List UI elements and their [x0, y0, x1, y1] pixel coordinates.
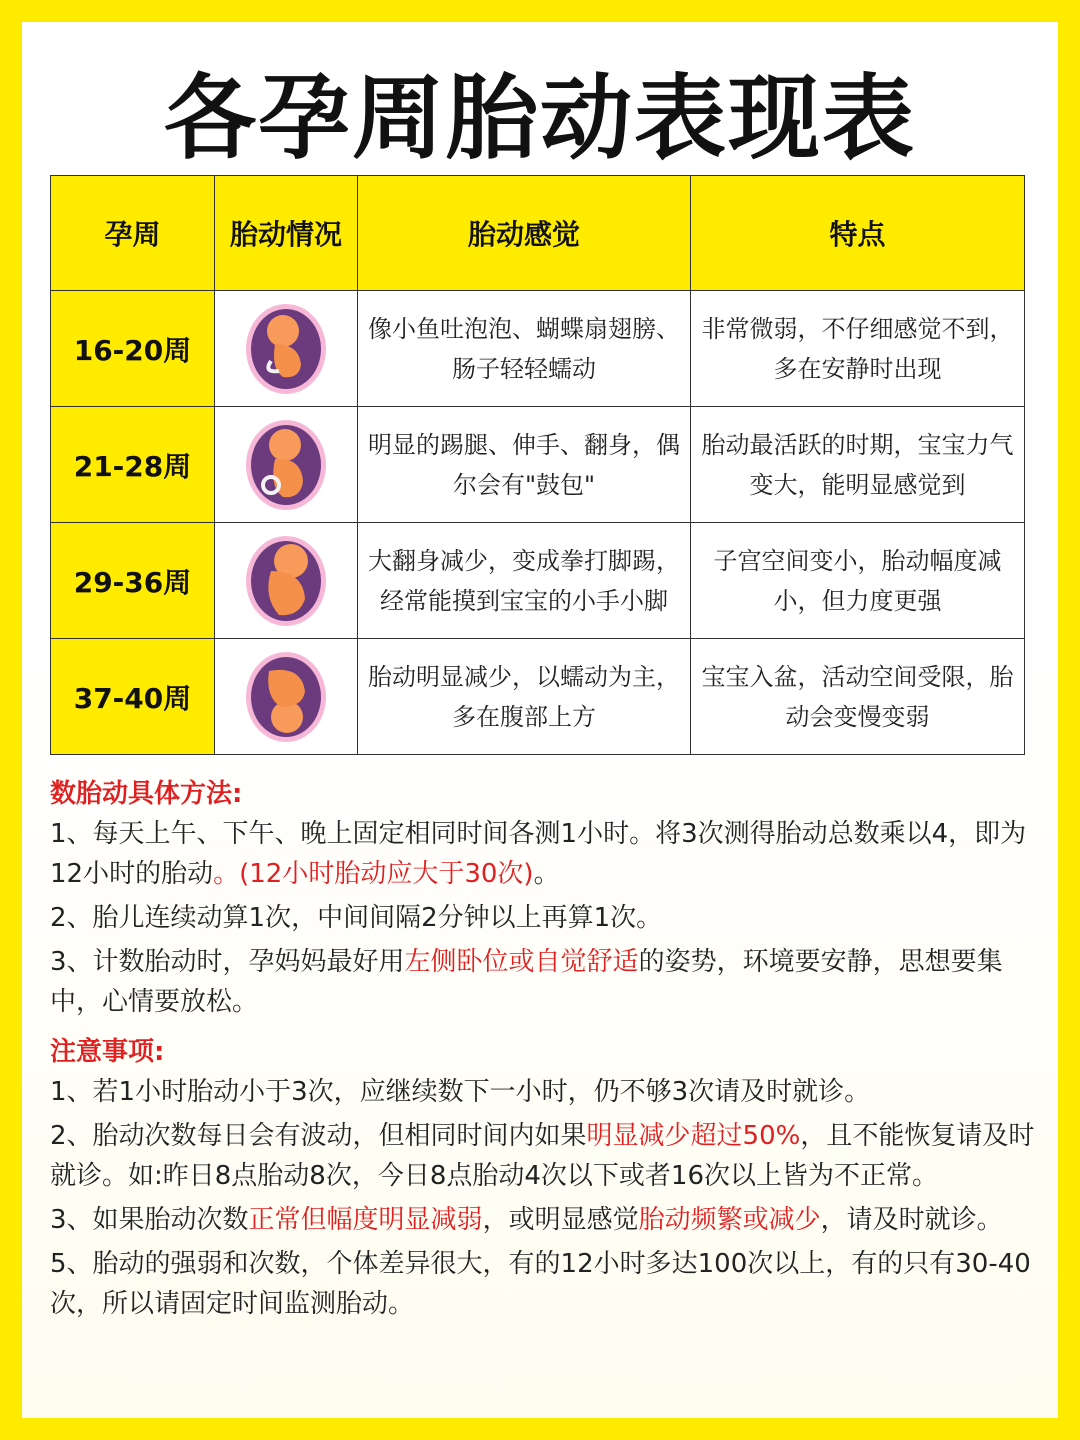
- method-item-3-text: 3、计数胎动时，孕妈妈最好用: [50, 947, 405, 977]
- page-title: 各孕周胎动表现表: [163, 65, 916, 172]
- row-week: 16-20周: [51, 291, 215, 407]
- method-item-2: 2、胎儿连续动算1次，中间间隔2分钟以上再算1次。: [50, 903, 663, 933]
- table-row: [51, 291, 1025, 407]
- row-feeling: 胎动明显减少，以蠕动为主，多在腹部上方: [358, 639, 691, 755]
- notes-item-2-highlight: 明显减少超过50%: [586, 1121, 801, 1151]
- fetal-movement-table: [50, 175, 1025, 755]
- notes-item-3-end: ，请及时就诊。: [820, 1205, 1003, 1235]
- fetus-cell: [215, 523, 358, 639]
- fetus-21-28-icon: [241, 415, 331, 515]
- method-item-1-highlight: 。(12小时胎动应大于30次): [213, 859, 534, 889]
- row-feature: 非常微弱，不仔细感觉不到，多在安静时出现: [691, 291, 1025, 407]
- method-heading: 数胎动具体方法:: [50, 779, 243, 809]
- row-feature: 宝宝入盆，活动空间受限，胎动会变慢变弱: [691, 639, 1025, 755]
- table-header-row: [51, 176, 1025, 291]
- row-feature: 胎动最活跃的时期，宝宝力气变大，能明显感觉到: [691, 407, 1025, 523]
- notes-item-1: 1、若1小时胎动小于3次，应继续数下一小时，仍不够3次请及时就诊。: [50, 1077, 871, 1107]
- header-movement: 胎动情况: [215, 176, 358, 291]
- header-week: 孕周: [51, 176, 215, 291]
- fetus-cell: [215, 639, 358, 755]
- method-item-1-end: 。: [533, 859, 560, 889]
- fetus-29-36-icon: [241, 531, 331, 631]
- table-row: [51, 639, 1025, 755]
- row-feeling: 像小鱼吐泡泡、蝴蝶扇翅膀、肠子轻轻蠕动: [358, 291, 691, 407]
- row-week: 21-28周: [51, 407, 215, 523]
- fetus-cell: [215, 291, 358, 407]
- row-week: 29-36周: [51, 523, 215, 639]
- fetus-16-20-icon: [241, 299, 331, 399]
- notes-section: [50, 1032, 1040, 1328]
- fetus-37-40-icon: [241, 647, 331, 747]
- notes-item-3-highlight-2: 胎动频繁或减少: [638, 1205, 821, 1235]
- fetus-cell: [215, 407, 358, 523]
- method-item-3-highlight: 左侧卧位或自觉舒适: [404, 947, 639, 977]
- notes-item-5: 5、胎动的强弱和次数，个体差异很大，有的12小时多达100次以上，有的只有30-40次，所以请固定时间监测胎动。: [50, 1249, 1031, 1319]
- content-card: [22, 22, 1058, 1418]
- row-week: 37-40周: [51, 639, 215, 755]
- row-feature: 子宫空间变小，胎动幅度减小，但力度更强: [691, 523, 1025, 639]
- method-item-3: [50, 942, 1040, 1022]
- method-item-1: [50, 814, 1040, 894]
- row-feeling: 明显的踢腿、伸手、翻身，偶尔会有"鼓包": [358, 407, 691, 523]
- header-feature: 特点: [691, 176, 1025, 291]
- method-item-3-end: 的姿势，环境要安静，思想要集中，心情要放松。: [50, 947, 1003, 1017]
- notes-item-2-end: ，且不能恢复请及时就诊。如:昨日8点胎动8次，今日8点胎动4次以下或者16次以上皆为不正常。: [50, 1121, 1035, 1191]
- notes-item-3-highlight-1: 正常但幅度明显减弱: [248, 1205, 483, 1235]
- row-feeling: 大翻身减少，变成拳打脚踢，经常能摸到宝宝的小手小脚: [358, 523, 691, 639]
- method-item-1-text: 1、每天上午、下午、晚上固定相同时间各测1小时。将3次测得胎动总数乘以4，即为12小时的胎动: [50, 819, 1027, 889]
- notes-item-3: [50, 1200, 1040, 1240]
- notes-item-2: [50, 1116, 1040, 1196]
- notes-item-2-text: 2、胎动次数每日会有波动，但相同时间内如果: [50, 1121, 587, 1151]
- notes-heading: 注意事项:: [50, 1037, 165, 1067]
- method-section: [50, 774, 1040, 1026]
- header-feeling: 胎动感觉: [358, 176, 691, 291]
- notes-item-3-middle: ，或明显感觉: [482, 1205, 639, 1235]
- table-row: [51, 407, 1025, 523]
- notes-item-3-text: 3、如果胎动次数: [50, 1205, 249, 1235]
- table-row: [51, 523, 1025, 639]
